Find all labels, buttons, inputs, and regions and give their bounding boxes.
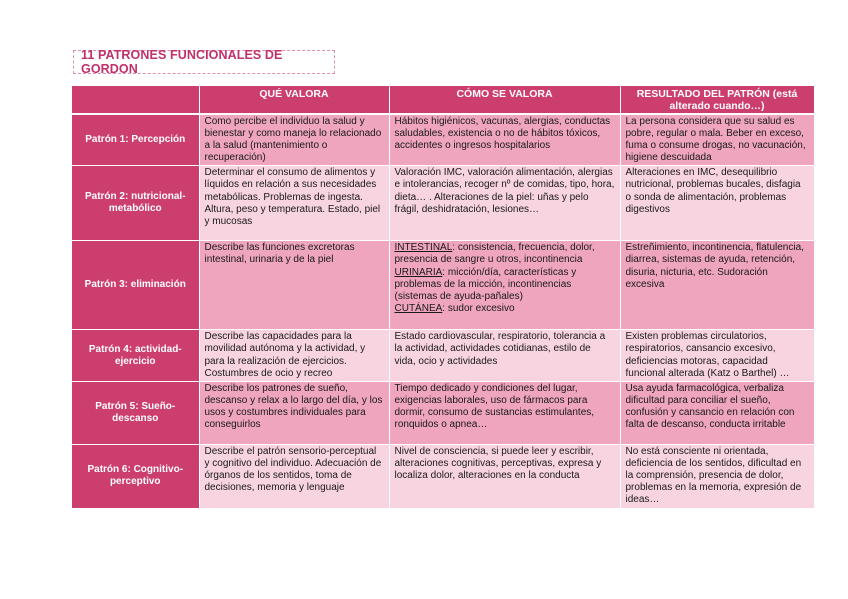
cell-resultado: La persona considera que su salud es pobre, regular o mala. Beber en exceso, fuma o consume drogas, no vacunación, higiene descuidada (620, 114, 814, 166)
row-header-patron-3: Patrón 3: eliminación (72, 241, 199, 330)
header-como-se-valora: CÓMO SE VALORA (389, 86, 620, 114)
cell-que-valora: Como percibe el individuo la salud y bienestar y como maneja lo relacionado a la salud (mantenimiento o recuperación) (199, 114, 389, 166)
label-intestinal: INTESTINAL (394, 242, 453, 254)
gordon-patterns-table (72, 86, 815, 509)
cell-como-valora: Hábitos higiénicos, vacunas, alergias, conductas saludables, existencia o no de hábitos tóxicos, accidentes o ingresos hospitalarios (389, 114, 620, 166)
table-row (72, 241, 814, 330)
row-header-patron-2: Patrón 2: nutricional-metabólico (72, 166, 199, 241)
header-que-valora: QUÉ VALORA (199, 86, 389, 114)
corner-header-cell (72, 86, 199, 114)
row-header-patron-6: Patrón 6: Cognitivo-perceptivo (72, 444, 199, 508)
table-row (72, 114, 814, 166)
row-header-patron-4: Patrón 4: actividad-ejercicio (72, 330, 199, 381)
table-row (72, 166, 814, 241)
label-urinaria: URINARIA (394, 266, 443, 278)
row-header-patron-1: Patrón 1: Percepción (72, 114, 199, 166)
cell-resultado: Usa ayuda farmacológica, verbaliza dificultad para conciliar el sueño, confusión y cansancio en relación con falta de descanso, conducta irritable (620, 381, 814, 444)
text-urinaria: : micción/día, características y problemas de la micción, incontinencias (sistemas de ayuda-pañales) (394, 266, 577, 302)
label-cutanea: CUTÁNEA (394, 302, 443, 314)
text-cutanea: : sudor excesivo (442, 302, 515, 314)
row-header-patron-5: Patrón 5: Sueño-descanso (72, 381, 199, 444)
cell-que-valora: Describe los patrones de sueño, descanso y relax a lo largo del día, y los usos y costumbres individuales para conseguirlos (199, 381, 389, 444)
header-resultado: RESULTADO DEL PATRÓN (está alterado cuando…) (620, 86, 814, 114)
cell-resultado: Existen problemas circulatorios, respiratorios, cansancio excesivo, deficiencias motoras, capacidad funcional alterada (Katz o Barthel) … (620, 330, 814, 381)
cell-resultado: Alteraciones en IMC, desequilibrio nutricional, problemas bucales, disfagia o sonda de alimentación, problemas digestivos (620, 166, 814, 241)
text-intestinal: : consistencia, frecuencia, dolor, presencia de sangre u otros, incontinencia (394, 242, 595, 266)
cell-como-valora: Valoración IMC, valoración alimentación, alergias e intolerancias, recoger nº de comidas, tipo, hora, dieta… . Alteraciones de la piel: uñas y pelo frágil, deshidratación, lesiones… (389, 166, 620, 241)
table-row (72, 330, 814, 381)
table-row (72, 381, 814, 444)
page-title: 11 PATRONES FUNCIONALES DE GORDON (73, 50, 335, 74)
cell-que-valora: Describe el patrón sensorio-perceptual y cognitivo del individuo. Adecuación de órganos de los sentidos, toma de decisiones, memoria y lenguaje (199, 444, 389, 508)
cell-como-valora: Estado cardiovascular, respiratorio, tolerancia a la actividad, actividades cotidianas, estilo de vida, ocio y actividades (389, 330, 620, 381)
cell-que-valora: Describe las funciones excretoras intestinal, urinaria y de la piel (199, 241, 389, 330)
cell-como-valora: Tiempo dedicado y condiciones del lugar, exigencias laborales, uso de fármacos para dormir, consumo de sustancias estimulantes, ronquidos o apnea… (389, 381, 620, 444)
cell-resultado: Estreñimiento, incontinencia, flatulencia, diarrea, sistemas de ayuda, retención, disuria, nicturia, etc. Sudoración excesiva (620, 241, 814, 330)
cell-que-valora: Determinar el consumo de alimentos y líquidos en relación a sus necesidades metabólicas. Problemas de ingesta. Altura, peso y temperatura. Estado, piel y mucosas (199, 166, 389, 241)
cell-como-valora (389, 241, 620, 330)
cell-como-valora: Nivel de consciencia, si puede leer y escribir, alteraciones cognitivas, perceptivas, expresa y localiza dolor, alteraciones en la conducta (389, 444, 620, 508)
cell-resultado: No está consciente ni orientada, deficiencia de los sentidos, dificultad en la comprensión, presencia de dolor, problemas en la memoria, expresión de ideas… (620, 444, 814, 508)
cell-que-valora: Describe las capacidades para la movilidad autónoma y la actividad, y para la realización de ejercicios. Costumbres de ocio y recreo (199, 330, 389, 381)
table-row (72, 444, 814, 508)
